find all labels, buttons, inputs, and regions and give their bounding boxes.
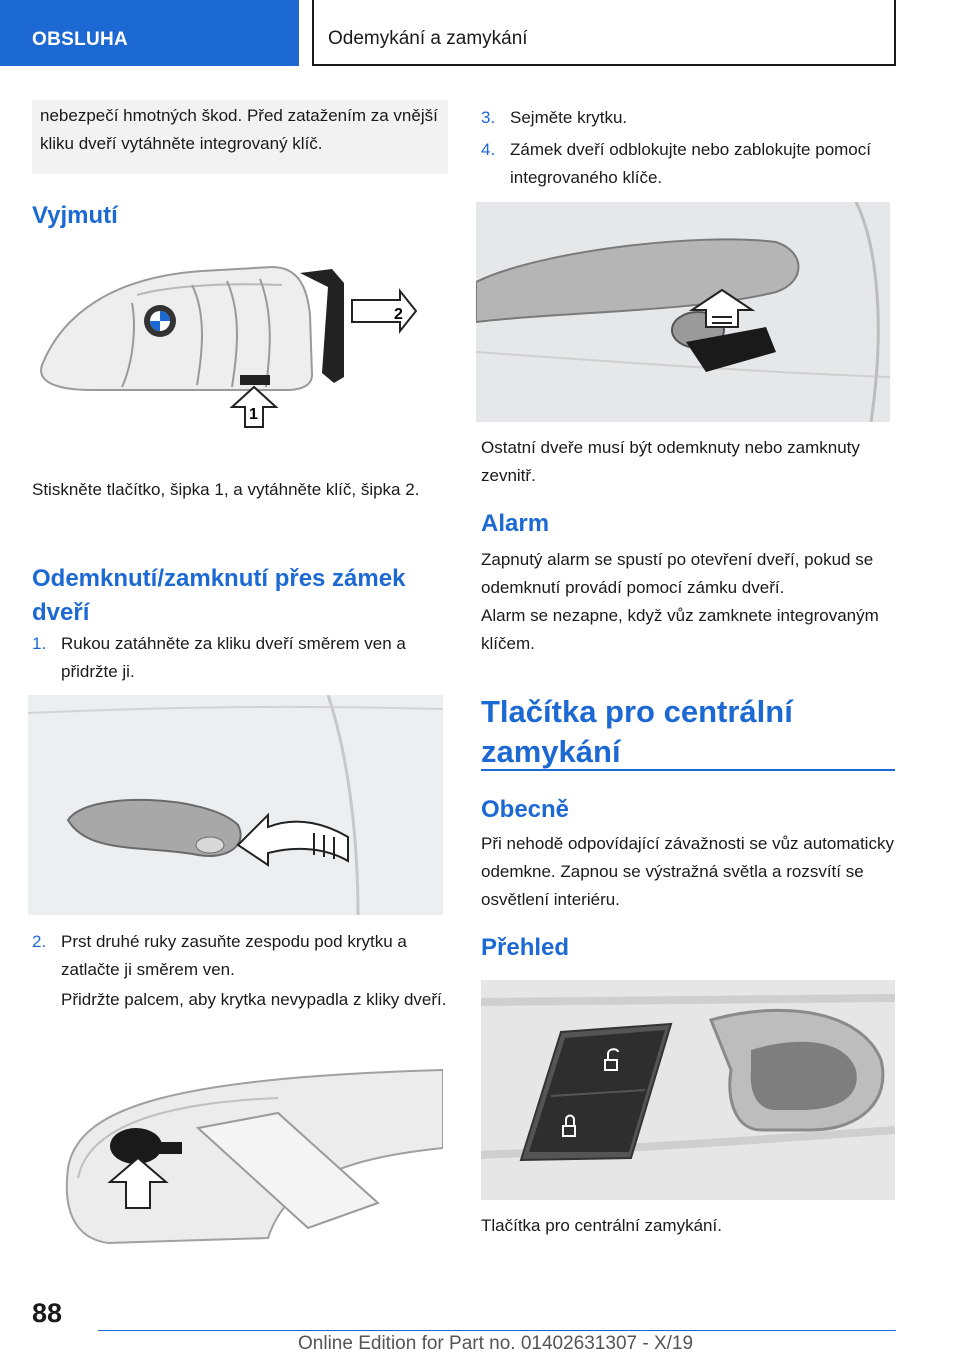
section-tab: OBSLUHA [0,0,299,66]
vyjmuti-text: Stiskněte tlačítko, šipka 1, a vytáhněte klíč, šipka 2. [32,480,420,499]
after-figure-text: Ostatní dveře musí být odemknuty nebo zamknuty zevnitř. [481,438,860,485]
step-2-extra: Přidržte palcem, aby krytka nevypadla z kliky dveří. [61,990,447,1009]
step-2 [32,928,448,984]
step-number: 4. [481,140,496,159]
step-text: Rukou zatáhněte za kliku dveří směrem ven a přidržte ji. [61,634,406,681]
heading-obecne: Obecně [481,796,570,823]
figure-door-handle [28,695,443,915]
step-number: 3. [481,108,496,127]
arrow-1-label: 1 [249,406,258,423]
step-4 [481,136,895,192]
chapter-title: Odemykání a zamykání [312,0,896,66]
figure-cover-removal [48,1058,443,1248]
heading-central-locking: Tlačítka pro centrální zamykání [481,694,793,769]
heading-alarm: Alarm [481,510,550,537]
obecne-text: Při nehodě odpovídající závažnosti se vůz automaticky odemkne. Zapnou se výstražná světla a rozsvítí se osvětlení interiéru. [481,834,894,909]
heading-prehled: Přehled [481,934,570,961]
page-number: 88 [32,1298,63,1328]
alarm-paragraph-2: Alarm se nezapne, když vůz zamknete integrovaným klíčem. [481,606,879,653]
footer-edition: Online Edition for Part no. 01402631307 - X/19 [298,1333,694,1354]
heading-odemknuti: Odemknutí/zamknutí přes zámek dveří [32,565,406,626]
step-number: 1. [32,634,47,653]
step-3 [481,104,895,132]
heading-vyjmuti: Vyjmutí [32,202,118,229]
alarm-paragraph-1: Zapnutý alarm se spustí po otevření dveří, pokud se odemknutí provádí pomocí zámku dveří. [481,550,874,597]
step-text: Sejměte krytku. [510,108,628,127]
step-text: Prst druhé ruky zasuňte zespodu pod krytku a zatlačte ji směrem ven. [61,932,407,979]
figure-key-removal [32,255,444,445]
step-text: Zámek dveří odblokujte nebo zablokujte pomocí integrovaného klíče. [510,140,871,187]
arrow-2-label: 2 [394,306,403,323]
figure-caption: Tlačítka pro centrální zamykání. [481,1216,722,1235]
figure-central-locking-buttons [481,980,895,1200]
footer-divider [98,1330,896,1331]
warning-note-continuation: nebezpečí hmotných škod. Před zatažením za vnější kliku dveří vytáhněte integrovaný klíč. [32,100,448,174]
figure-door-lock-key [476,202,890,422]
step-number: 2. [32,932,47,951]
step-1 [32,630,448,686]
heading-underline [481,769,895,771]
